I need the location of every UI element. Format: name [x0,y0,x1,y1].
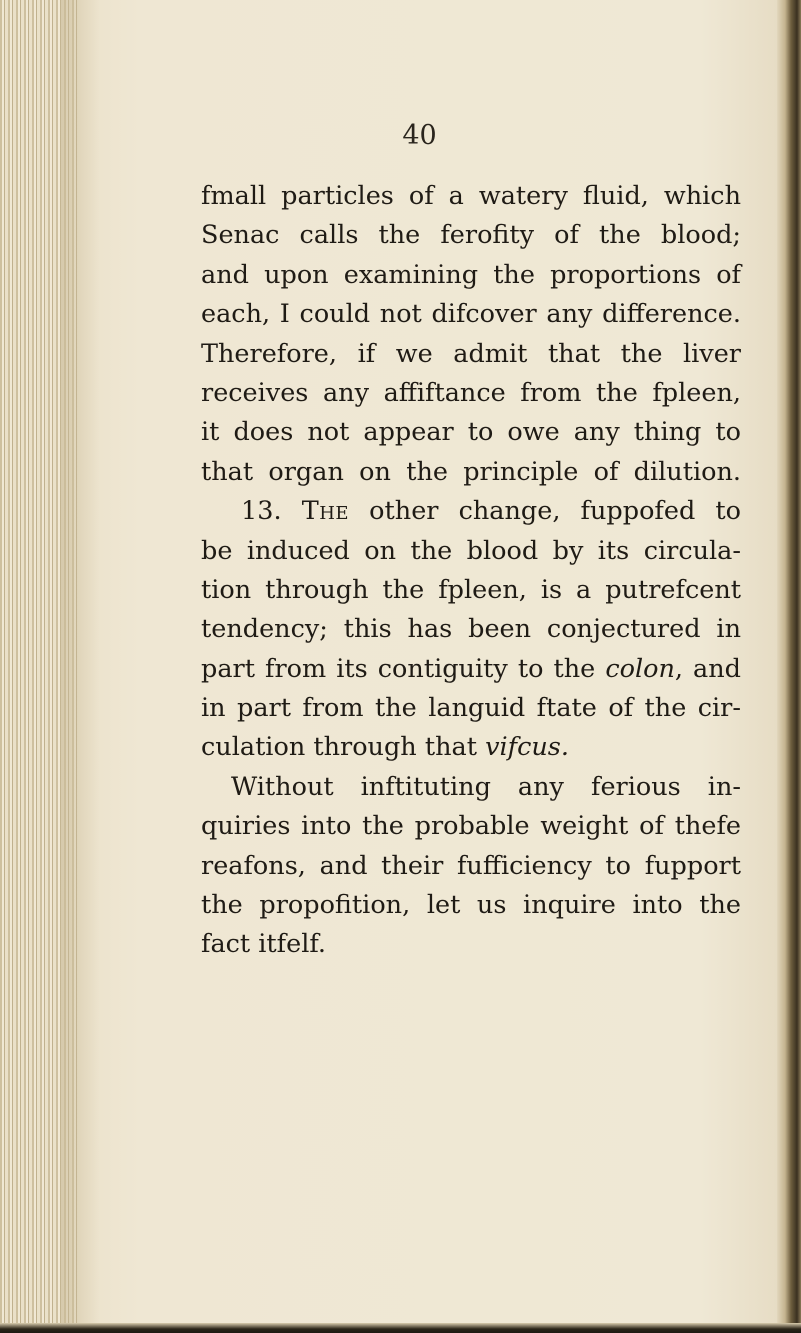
text-line: quiries into the probable weight of thefe [201,811,741,842]
italic-term: colon [605,653,675,684]
text-fragment: part from its contiguity to the [201,653,596,684]
text-line: Without inftituting any ferious in- [231,771,741,802]
text-line: that organ on the principle of dilution. [201,456,741,487]
text-line: tendency; this has been conjectured in [201,614,741,645]
text-line: it does not appear to owe any thing to [201,417,741,448]
text-line: other change, fuppofed to [369,496,741,527]
paragraph-13-first-line [201,492,741,531]
text-line: the propofition, let us inquire into the [201,890,741,921]
text-line: fact itfelf. [201,929,326,960]
lead-word: The [301,496,350,527]
text-line: Therefore, if we admit that the liver [201,338,741,369]
text-line-colon [201,650,741,689]
text-line: Senac calls the ferofity of the blood; [201,220,741,251]
gutter-shadow [60,0,100,1333]
text-line: be induced on the blood by its circula- [201,535,741,566]
italic-term: vifcus. [485,732,569,763]
text-line-vifcus [201,728,741,767]
text-line: tion through the fpleen, is a putrefcent [201,574,741,605]
text-line: receives any affiftance from the fpleen, [201,377,741,408]
body-text [201,177,741,965]
page-number: 40 [402,120,437,151]
paragraph-number: 13. [241,496,282,527]
page-bottom-edge [0,1323,801,1333]
text-line: fmall particles of a watery fluid, which [201,181,741,211]
text-line: in part from the languid ftate of the cir- [201,693,741,724]
text-line: and upon examining the proportions of [201,259,741,290]
text-fragment: culation through that [201,732,477,763]
binding-edge-right [777,0,801,1333]
text-line: each, I could not difcover any difference. [201,299,741,330]
text-fragment: , and [674,653,741,684]
text-line: reafons, and their fufficiency to fupport [201,850,741,881]
